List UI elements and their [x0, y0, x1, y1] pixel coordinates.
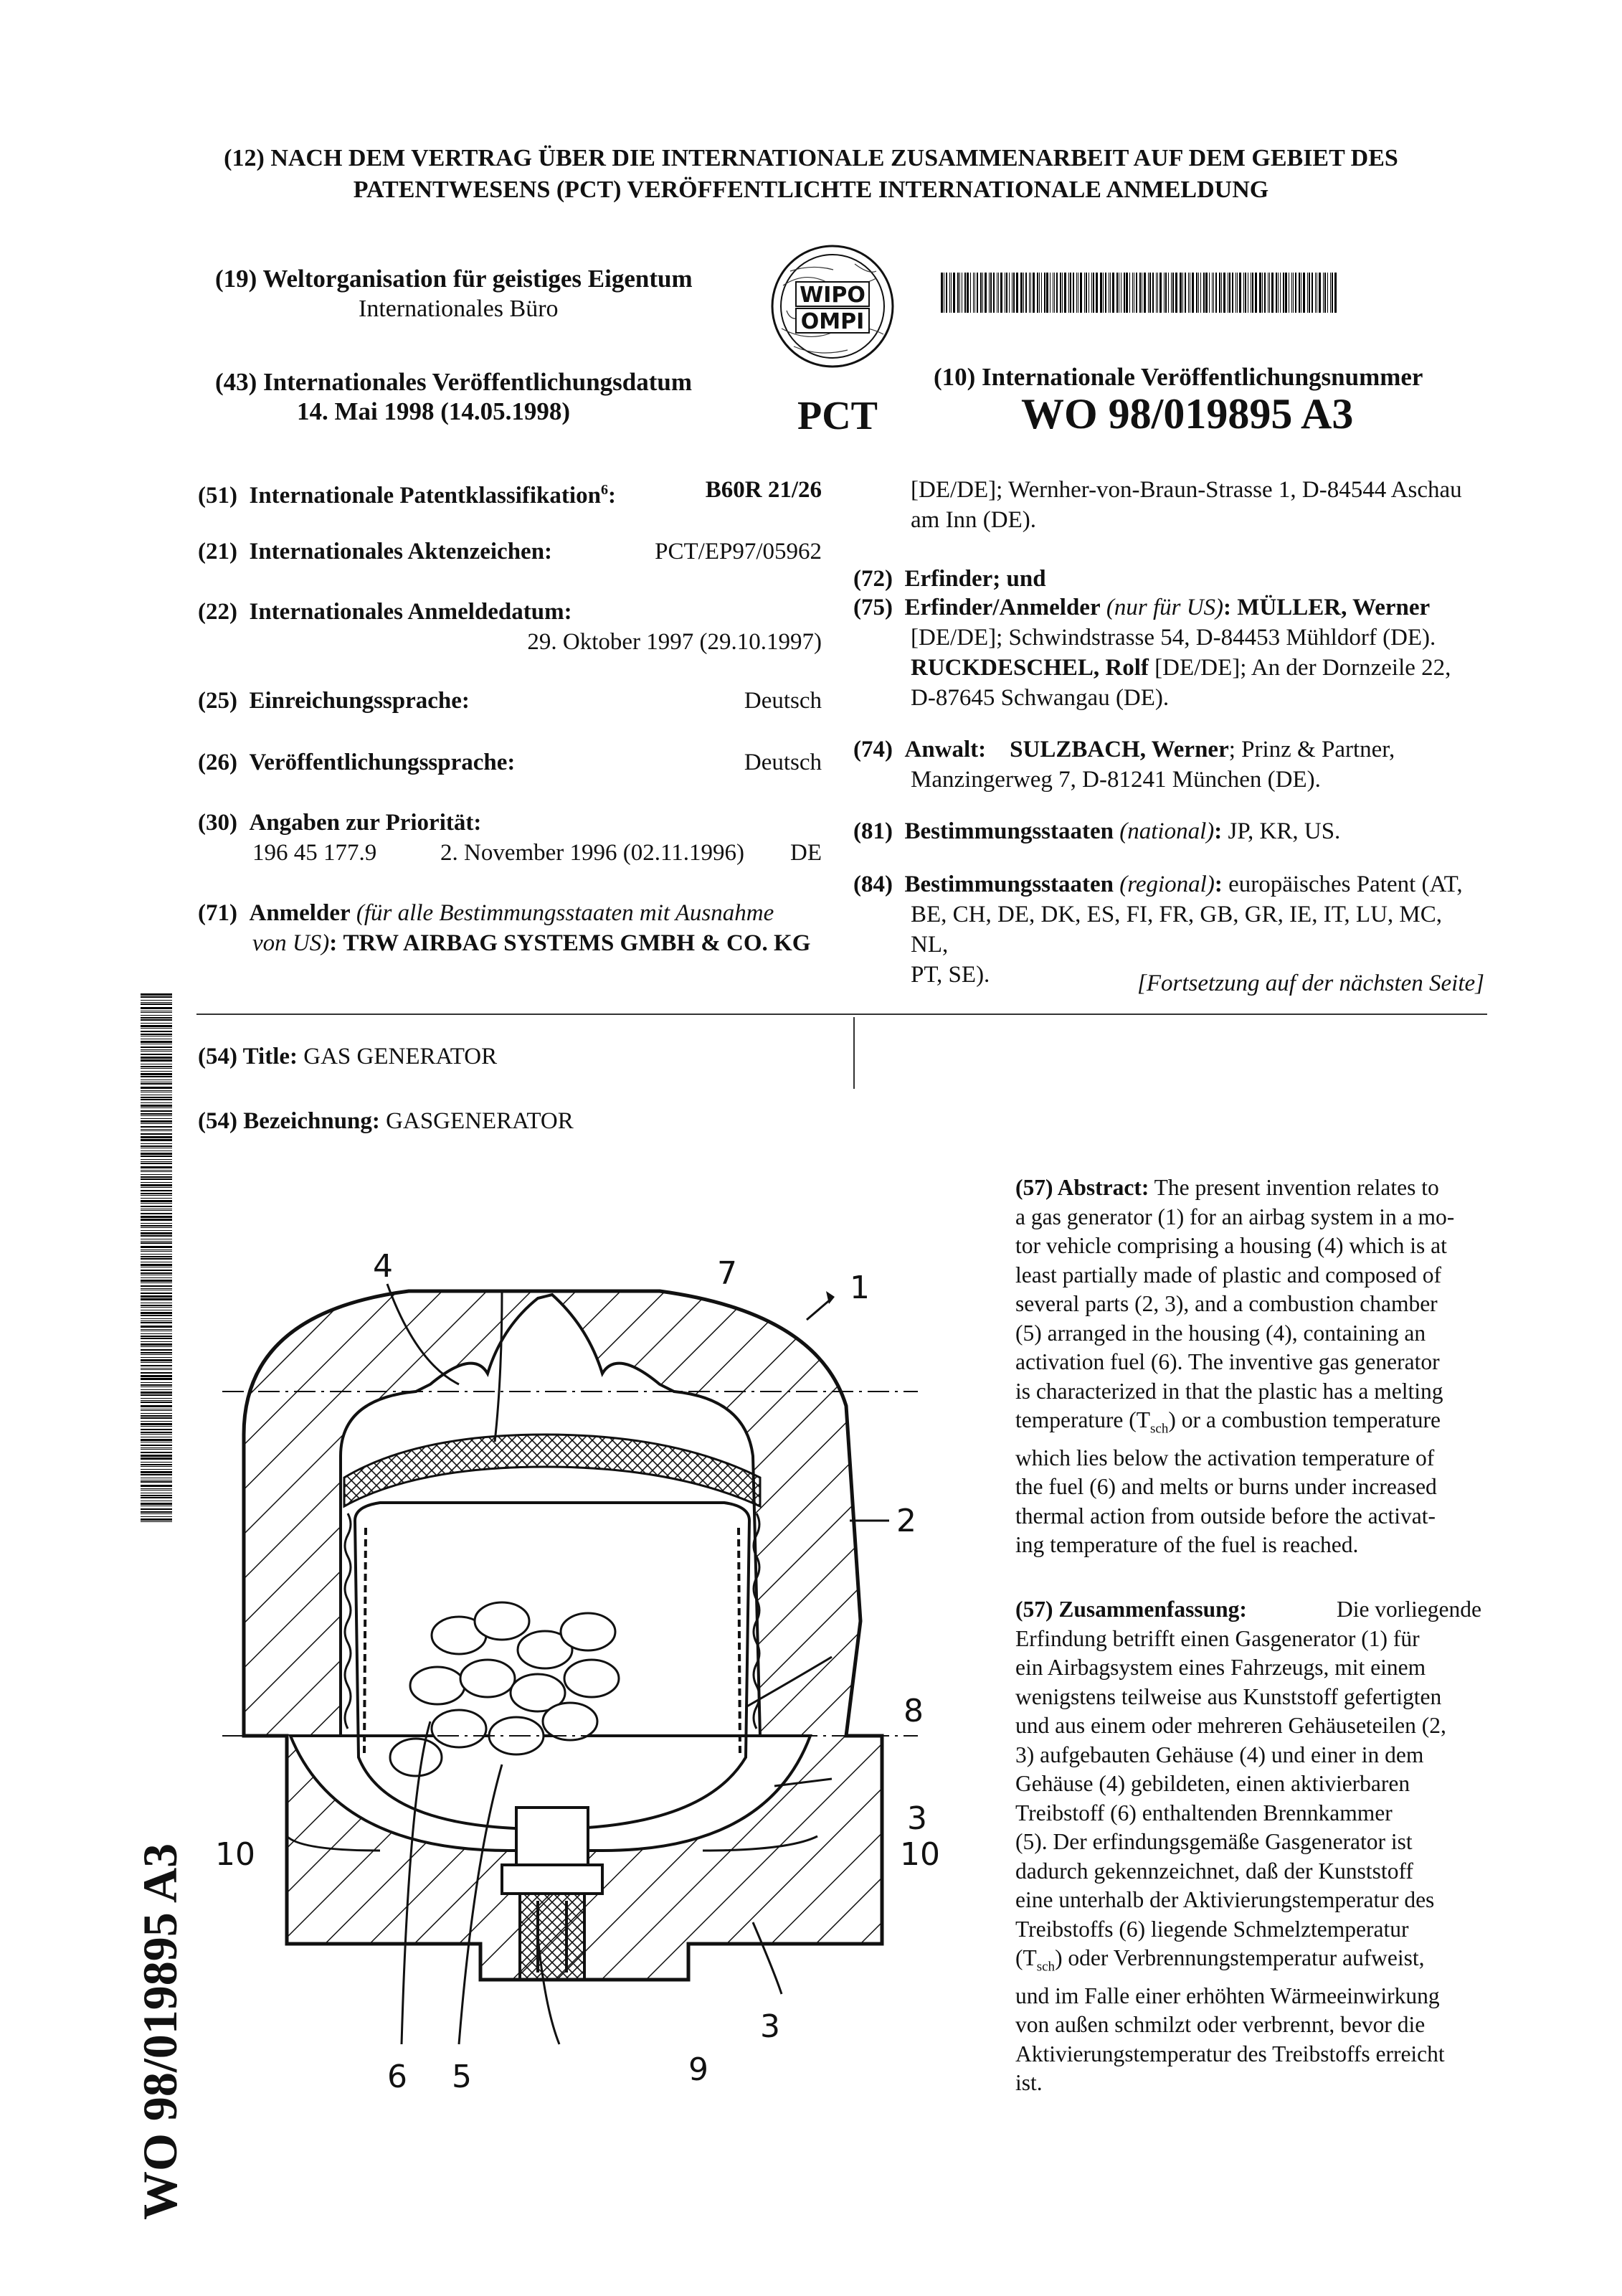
ref-2: 2 [896, 1503, 916, 1539]
abstract-en: (57) Abstract: The present invention relates to a gas generator (1) for an airbag system in a mo- tor vehicle comprising a housing (4) which is at least partially made of plastic and composed of several parts (2, 3), and a combustion chamber (5) arranged in the housing (4), containing an activation fuel (6). The inventive gas generator is characterized in that the plastic has a melting temperature $(T_{sch})$ or a combustion temperature which lies below the activation temperature of the fuel (6) and melts or burns under increased thermal action from outside before the activat- ing temperature of the fuel is reached. [1015, 1175, 1455, 1558]
separator-line [196, 1014, 1487, 1015]
org-name: (19) Weltorganisation für geistiges Eigentum [215, 265, 693, 293]
barcode-side [141, 993, 172, 1660]
pub-date-label: (43) Internationales Veröffentlichungsdatum [215, 368, 693, 396]
field-22: (22) Internationales Anmeldedatum: 29. Oktober 1997 (29.10.1997) [198, 599, 822, 655]
ref-7: 7 [717, 1255, 737, 1292]
ref-6: 6 [387, 2059, 407, 2095]
barcode-top [941, 273, 1457, 313]
field-21: (21) Internationales Aktenzeichen: PCT/EP97/05962 [198, 539, 822, 564]
field-71: (71) Anmelder (für alle Bestimmungsstaaten mit Ausnahme von US): TRW AIRBAG SYSTEMS GMBH & CO. KG [198, 900, 811, 956]
ref-3a: 3 [907, 1800, 927, 1837]
header-line-2: PATENTWESENS (PCT) VERÖFFENTLICHTE INTERNATIONALE ANMELDUNG [353, 176, 1269, 203]
continuation-note: [Fortsetzung auf der nächsten Seite] [1137, 970, 1484, 996]
pub-number-label: (10) Internationale Veröffentlichungsnummer [934, 363, 1423, 391]
ref-4: 4 [373, 1248, 393, 1285]
title-en: (54) Title: GAS GENERATOR [198, 1044, 498, 1069]
field-51: (51) Internationale Patentklassifikation$^6$: B60R 21/26 [198, 477, 822, 509]
field-75: (75) Erfinder/Anmelder (nur für US): MÜLLER, Werner [DE/DE]; Schwindstrasse 54, D-84453 Mühldorf (DE). RUCKDESCHEL, Rolf [DE/DE]; An der Dornzeile 22, D-87645 Schwangau (DE). [853, 595, 1451, 711]
logo-text-wipo: WIPO [800, 283, 865, 308]
side-publication-number: WO 98/019895 A3 [133, 1843, 187, 2220]
ref-5: 5 [452, 2059, 472, 2095]
org-office: Internationales Büro [359, 296, 559, 322]
field-30: (30) Angaben zur Priorität: 196 45 177.9 2. November 1996 (02.11.1996) DE [198, 810, 822, 866]
field-74: (74) Anwalt: SULZBACH, Werner; Prinz & Partner, Manzingerweg 7, D-81241 München (DE). [853, 737, 1395, 793]
ref-3b: 3 [760, 2008, 780, 2045]
field-25: (25) Einreichungssprache: Deutsch [198, 688, 822, 714]
field-72: (72) Erfinder; und [853, 566, 1046, 592]
abstract-de: (57) Zusammenfassung: Die vorliegende Erfindung betrifft einen Gasgenerator (1) für ein Airbagsystem eines Fahrzeugs, mit einem wenigstens teilweise aus Kunststoff gefertigten und aus einem oder mehreren Gehäuseteilen (2, 3) aufgebauten Gehäuse (4) und einer in dem Gehäuse (4) gebildeten, einen aktivierbaren Treibstoff (6) enthaltenden Brennkammer (5). Der erfindungsgemäße Gasgenerator ist dadurch gekennzeichnet, daß der Kunststoff eine unterhalb der Aktivierungstemperatur des Treibstoffs (6) liegende Schmelztemperatur $(T_{sch})$ oder Verbrennungstemperatur aufweist, und im Falle einer erhöhten Wärmeeinwirkung von außen schmilzt oder verbrennt, bevor die Aktivierungstemperatur des Treibstoffs erreicht ist. [1015, 1597, 1481, 2096]
field-26: (26) Veröffentlichungssprache: Deutsch [198, 750, 822, 775]
pub-date-value: 14. Mai 1998 (14.05.1998) [297, 397, 571, 425]
field-71-cont: [DE/DE]; Wernher-von-Braun-Strasse 1, D-84544 Aschau am Inn (DE). [911, 477, 1462, 533]
ref-10-left: 10 [215, 1836, 255, 1873]
separator-vertical [853, 1017, 855, 1089]
ref-1: 1 [850, 1270, 870, 1306]
ref-10-right: 10 [900, 1836, 940, 1873]
ref-9: 9 [688, 2051, 708, 2088]
field-84: (84) Bestimmungsstaaten (regional): europäisches Patent (AT, BE, CH, DE, DK, ES, FI, FR, GB, GR, IE, IT, LU, MC, NL, PT, SE). [853, 871, 1463, 988]
ref-8: 8 [904, 1693, 924, 1729]
pct-mark: PCT [797, 394, 878, 438]
wipo-logo [769, 242, 896, 370]
logo-text-ompi: OMPI [800, 309, 865, 334]
header-line-1: (12) NACH DEM VERTRAG ÜBER DIE INTERNATIONALE ZUSAMMENARBEIT AUF DEM GEBIET DES [224, 145, 1398, 171]
pub-number-value: WO 98/019895 A3 [1021, 390, 1354, 438]
title-de: (54) Bezeichnung: GASGENERATOR [198, 1108, 574, 1134]
field-81: (81) Bestimmungsstaaten (national): JP, KR, US. [853, 818, 1341, 844]
gas-generator-figure [201, 1219, 961, 2166]
